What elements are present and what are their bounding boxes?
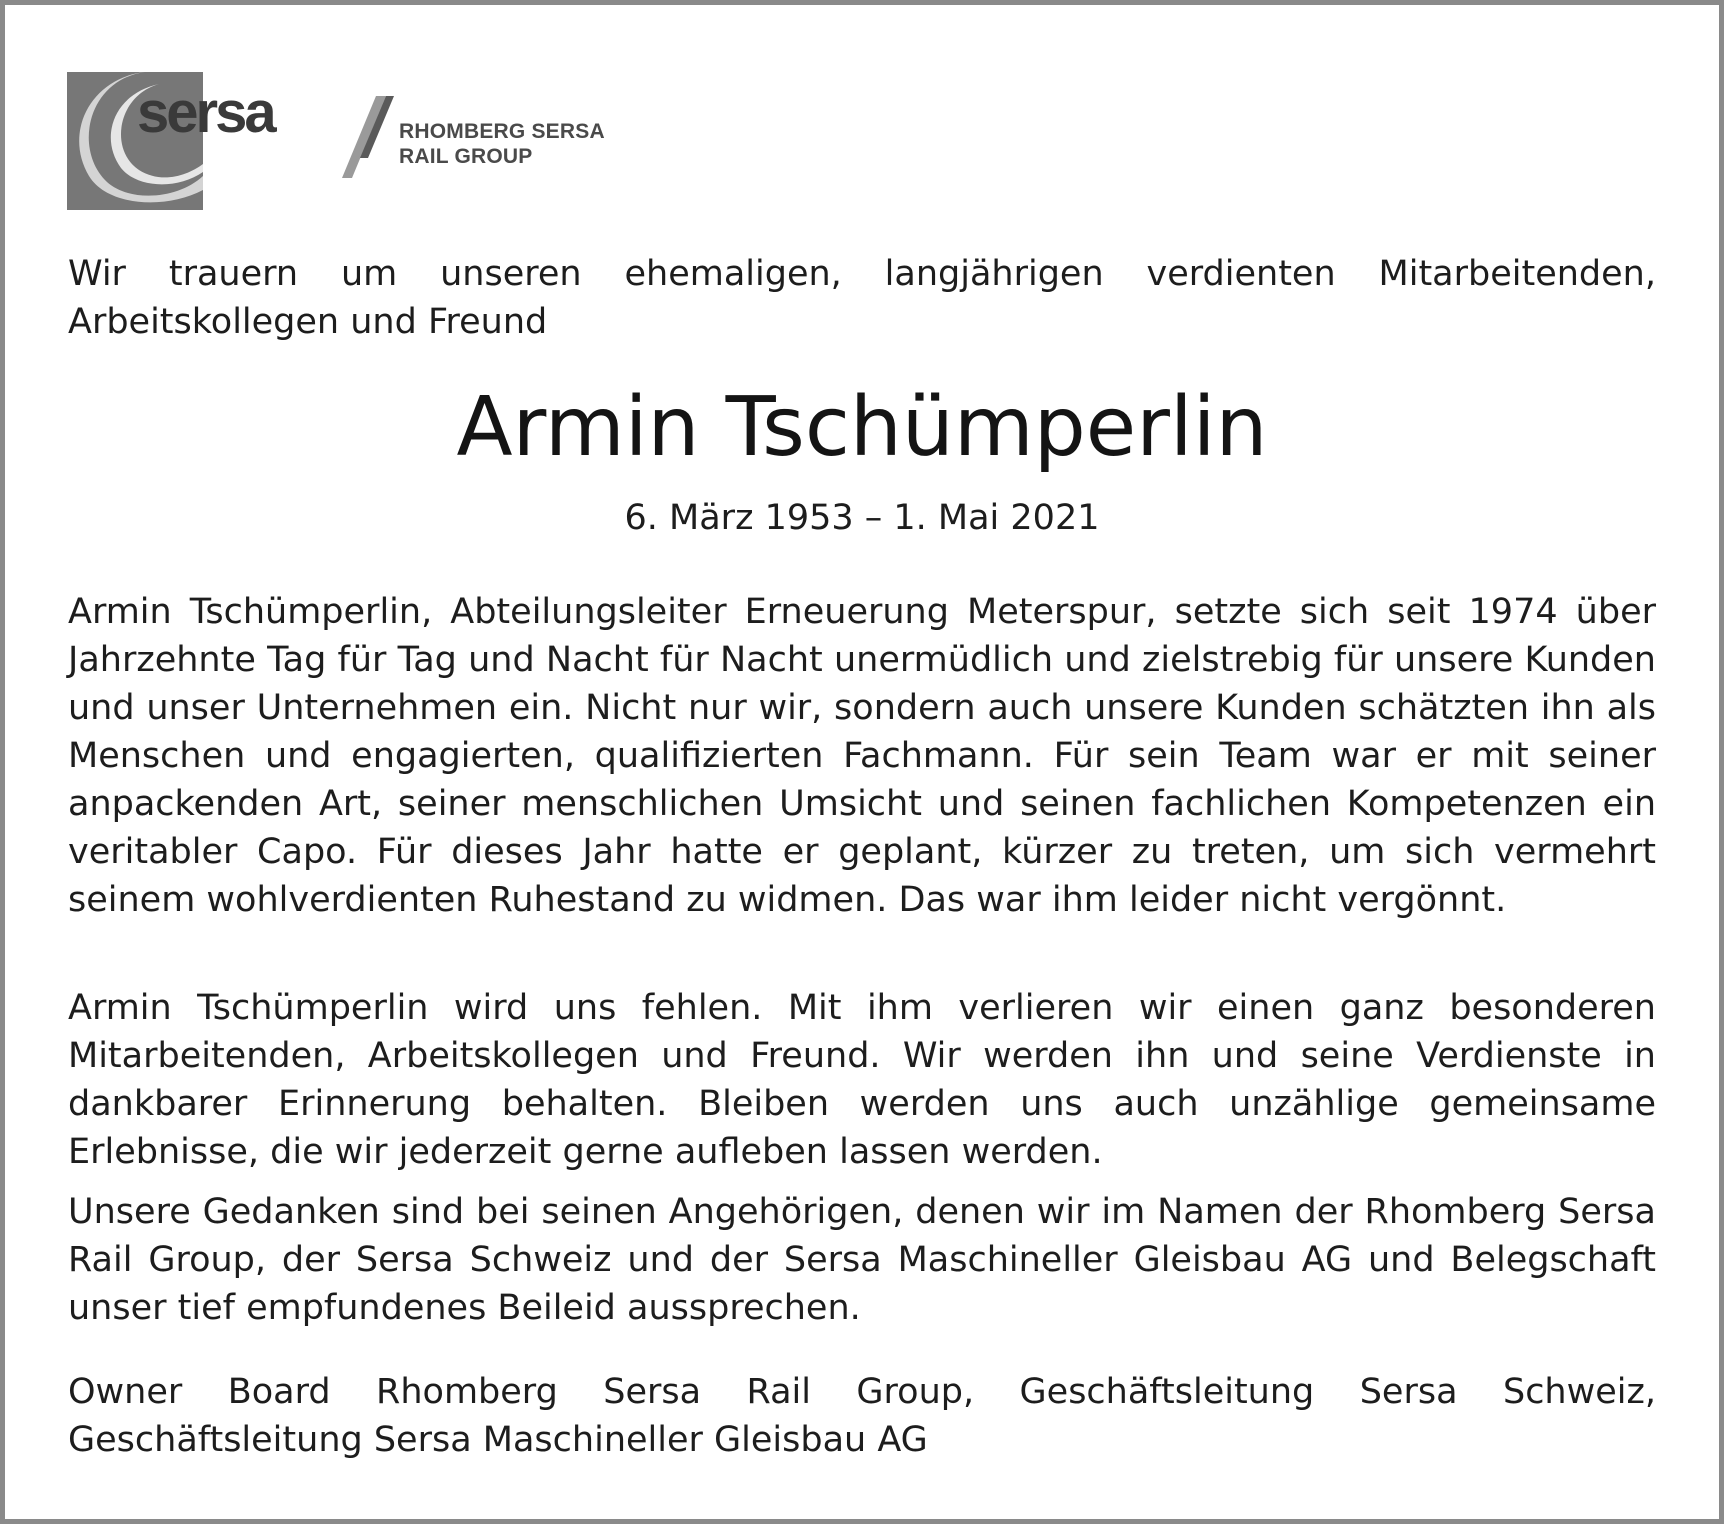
svg-text:sersa: sersa (137, 80, 274, 145)
signature: Owner Board Rhomberg Sersa Rail Group, Geschäftsleitung Sersa Schweiz, Geschäftsleitung Sersa Maschineller Gleisbau AG (68, 1372, 1656, 1460)
deceased-name: Armin Tschümperlin (456, 380, 1268, 475)
rhomberg-slash-icon (342, 96, 394, 178)
rhomberg-sersa-group-logo (399, 119, 605, 169)
logo-group-line1: RHOMBERG SERSA (399, 120, 605, 143)
body-paragraph-1: Armin Tschümperlin, Abteilungsleiter Erneuerung Meterspur, setzte sich seit 1974 über Jahrzehnte Tag für Tag und Nacht für Nacht unermüdlich und zielstrebig für unsere Kunden und unser Unternehmen ein. Nicht nur wir, sondern auch unsere Kunden schätzten ihn als Menschen und engagierten, qualifizierten Fachmann. Für sein Team war er mit seiner anpackenden Art, seiner menschlichen Umsicht und seinen fachlichen Kompetenzen ein veritabler Capo. Für dieses Jahr hatte er geplant, kürzer zu treten, um sich vermehrt seinem wohlverdienten Ruhestand zu widmen. Das war ihm leider nicht vergönnt. (68, 592, 1656, 920)
intro-text: Wir trauern um unseren ehemaligen, langjährigen verdienten Mitarbeitenden, Arbeitskollegen und Freund (68, 254, 1656, 342)
sersa-logo (67, 72, 317, 210)
life-dates: 6. März 1953 – 1. Mai 2021 (624, 498, 1100, 538)
body-paragraph-2: Armin Tschümperlin wird uns fehlen. Mit ihm verlieren wir einen ganz besonderen Mitarbeitenden, Arbeitskollegen und Freund. Wir werden ihn und seine Verdienste in dankbarer Erinnerung behalten. Bleiben werden uns auch unzählige gemeinsame Erlebnisse, die wir jederzeit gerne aufleben lassen werden. (68, 988, 1656, 1172)
logo-group-line2: RAIL GROUP (399, 145, 533, 168)
body-paragraph-3: Unsere Gedanken sind bei seinen Angehörigen, denen wir im Namen der Rhomberg Sersa Rail Group, der Sersa Schweiz und der Sersa Maschineller Gleisbau AG und Belegschaft unser tief empfundenes Beileid aussprechen. (68, 1192, 1656, 1328)
